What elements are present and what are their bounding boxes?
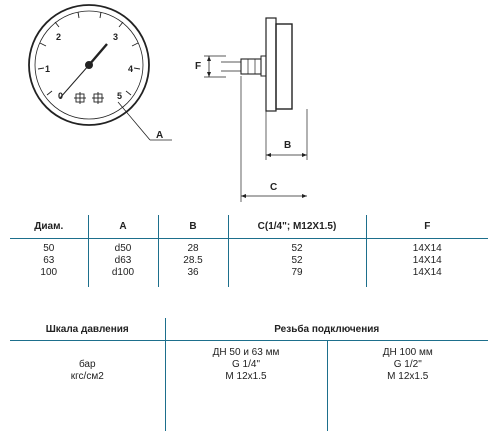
bezel bbox=[266, 18, 276, 111]
gauge-side-view bbox=[204, 18, 307, 202]
table-cell: 50 bbox=[10, 243, 88, 255]
table-cell: d50 bbox=[89, 243, 158, 255]
scale-unit-bar: бар bbox=[10, 359, 165, 371]
needle-tail bbox=[60, 65, 89, 98]
header-c: C(1/4"; M12X1.5) bbox=[228, 215, 366, 239]
header-a: A bbox=[88, 215, 158, 239]
thread-table bbox=[10, 318, 488, 431]
header-f: F bbox=[366, 215, 488, 239]
table-cell: 14X14 bbox=[367, 267, 489, 279]
thread-body-row bbox=[10, 341, 488, 431]
dimensions-body-row bbox=[10, 239, 488, 288]
pressure-scale-cell bbox=[10, 341, 165, 431]
dial-number-5: 5 bbox=[117, 91, 122, 101]
gauge-drawing-svg bbox=[0, 0, 500, 212]
label-f: F bbox=[195, 61, 201, 72]
column-f bbox=[366, 239, 488, 288]
label-c: C bbox=[270, 182, 277, 193]
needle-hub bbox=[86, 62, 93, 69]
table-cell: 28.5 bbox=[159, 255, 228, 267]
table-cell: 63 bbox=[10, 255, 88, 267]
hex-nut bbox=[241, 59, 261, 74]
socket-base bbox=[261, 56, 266, 76]
thread-large-cell bbox=[327, 341, 488, 431]
table-cell: 14X14 bbox=[367, 255, 489, 267]
table-cell: 79 bbox=[229, 267, 366, 279]
gauge-case bbox=[276, 24, 292, 109]
thread-small-m: M 12x1.5 bbox=[166, 371, 327, 383]
table-cell: 28 bbox=[159, 243, 228, 255]
leader-a bbox=[118, 102, 150, 140]
dial-screws bbox=[74, 92, 104, 104]
dial-number-0: 0 bbox=[58, 91, 63, 101]
dial-number-2: 2 bbox=[56, 32, 61, 42]
thread-small-cell bbox=[165, 341, 327, 431]
table-cell: d63 bbox=[89, 255, 158, 267]
column-b bbox=[158, 239, 228, 288]
header-pressure-scale: Шкала давления bbox=[10, 318, 165, 341]
thread-small-g: G 1/4" bbox=[166, 359, 327, 371]
thread-large-size: ДН 100 мм bbox=[328, 347, 489, 359]
dimensions-table bbox=[10, 215, 488, 287]
gauge-front-view bbox=[29, 5, 172, 140]
table-cell: 36 bbox=[159, 267, 228, 279]
column-diameter bbox=[10, 239, 88, 288]
thread-large-m: M 12x1.5 bbox=[328, 371, 489, 383]
scale-unit-kgf: кгс/см2 bbox=[10, 371, 165, 383]
header-diameter: Диам. bbox=[10, 215, 88, 239]
header-thread: Резьба подключения bbox=[165, 318, 488, 341]
dimensions-header-row bbox=[10, 215, 488, 239]
table-cell: d100 bbox=[89, 267, 158, 279]
dial-number-4: 4 bbox=[128, 64, 133, 74]
dial-number-1: 1 bbox=[45, 64, 50, 74]
thread-large-g: G 1/2" bbox=[328, 359, 489, 371]
header-b: B bbox=[158, 215, 228, 239]
gauge-needle bbox=[89, 44, 107, 65]
technical-drawing bbox=[0, 0, 500, 212]
table-cell: 14X14 bbox=[367, 243, 489, 255]
column-c bbox=[228, 239, 366, 288]
thread-header-row bbox=[10, 318, 488, 341]
table-cell: 52 bbox=[229, 255, 366, 267]
label-b: B bbox=[284, 140, 291, 151]
dial-number-3: 3 bbox=[113, 32, 118, 42]
table-cell: 52 bbox=[229, 243, 366, 255]
table-cell: 100 bbox=[10, 267, 88, 279]
label-a: A bbox=[156, 130, 163, 141]
thread-small-size: ДН 50 и 63 мм bbox=[166, 347, 327, 359]
column-a bbox=[88, 239, 158, 288]
